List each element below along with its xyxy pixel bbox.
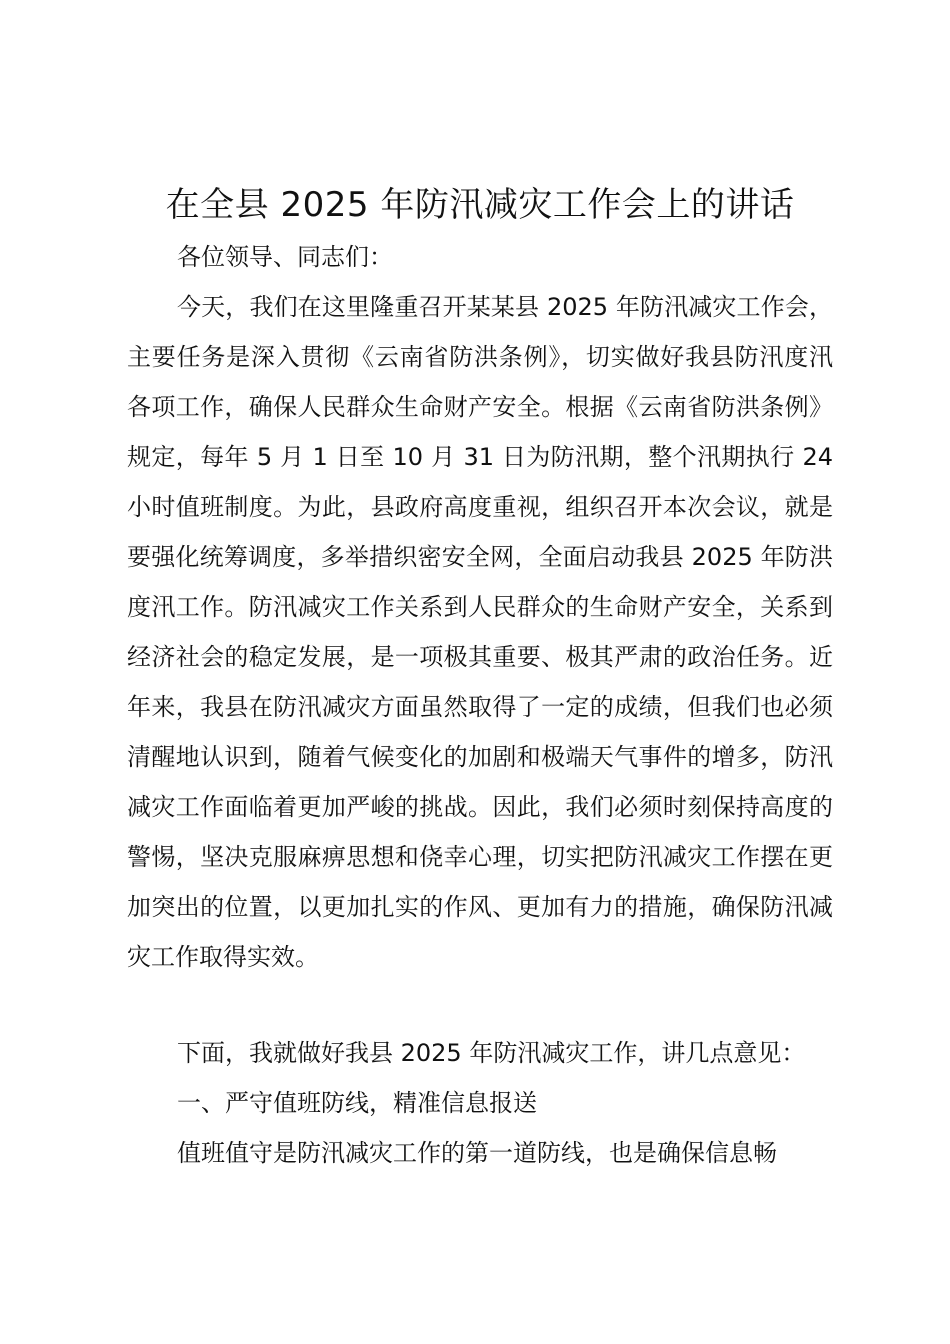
document-title: 在全县 2025 年防汛减灾工作会上的讲话 (165, 185, 795, 225)
greeting: 各位领导、同志们： (177, 243, 393, 271)
paragraph-section-1: 值班值守是防汛减灾工作的第一道防线，也是确保信息畅 (177, 1139, 777, 1167)
paragraph-intro: 今天，我们在这里隆重召开某某县 2025 年防汛减灾工作会，主要任务是深入贯彻《云南省防洪条例》，切实做好我县防汛度汛各项工作，确保人民群众生命财产安全。根据《云南省防洪条例》规定，每年 5 月 1 日至 10 月 31 日为防汛期，整个汛期执行 24 小时值班制度。为此，县政府高度重视，组织召开本次会议，就是要强化统筹调度，多举措织密安全网，全面启动我县 2025 年防洪度汛工作。防汛减灾工作关系到人民群众的生命财产安全，关系到经济社会的稳定发展，是一项极其重要、极其严肃的政治任务。近年来，我县在防汛减灾方面虽然取得了一定的成绩，但我们也必须清醒地认识到，随着气候变化的加剧和极端天气事件的增多，防汛减灾工作面临着更加严峻的挑战。因此，我们必须时刻保持高度的警惕，坚决克服麻痹思想和侥幸心理，切实把防汛减灾工作摆在更加突出的位置，以更加扎实的作风、更加有力的措施，确保防汛减灾工作取得实效。 (127, 293, 833, 971)
paragraph-transition: 下面，我就做好我县 2025 年防汛减灾工作，讲几点意见： (177, 1039, 806, 1067)
section-heading-1: 一、严守值班防线，精准信息报送 (177, 1089, 537, 1117)
